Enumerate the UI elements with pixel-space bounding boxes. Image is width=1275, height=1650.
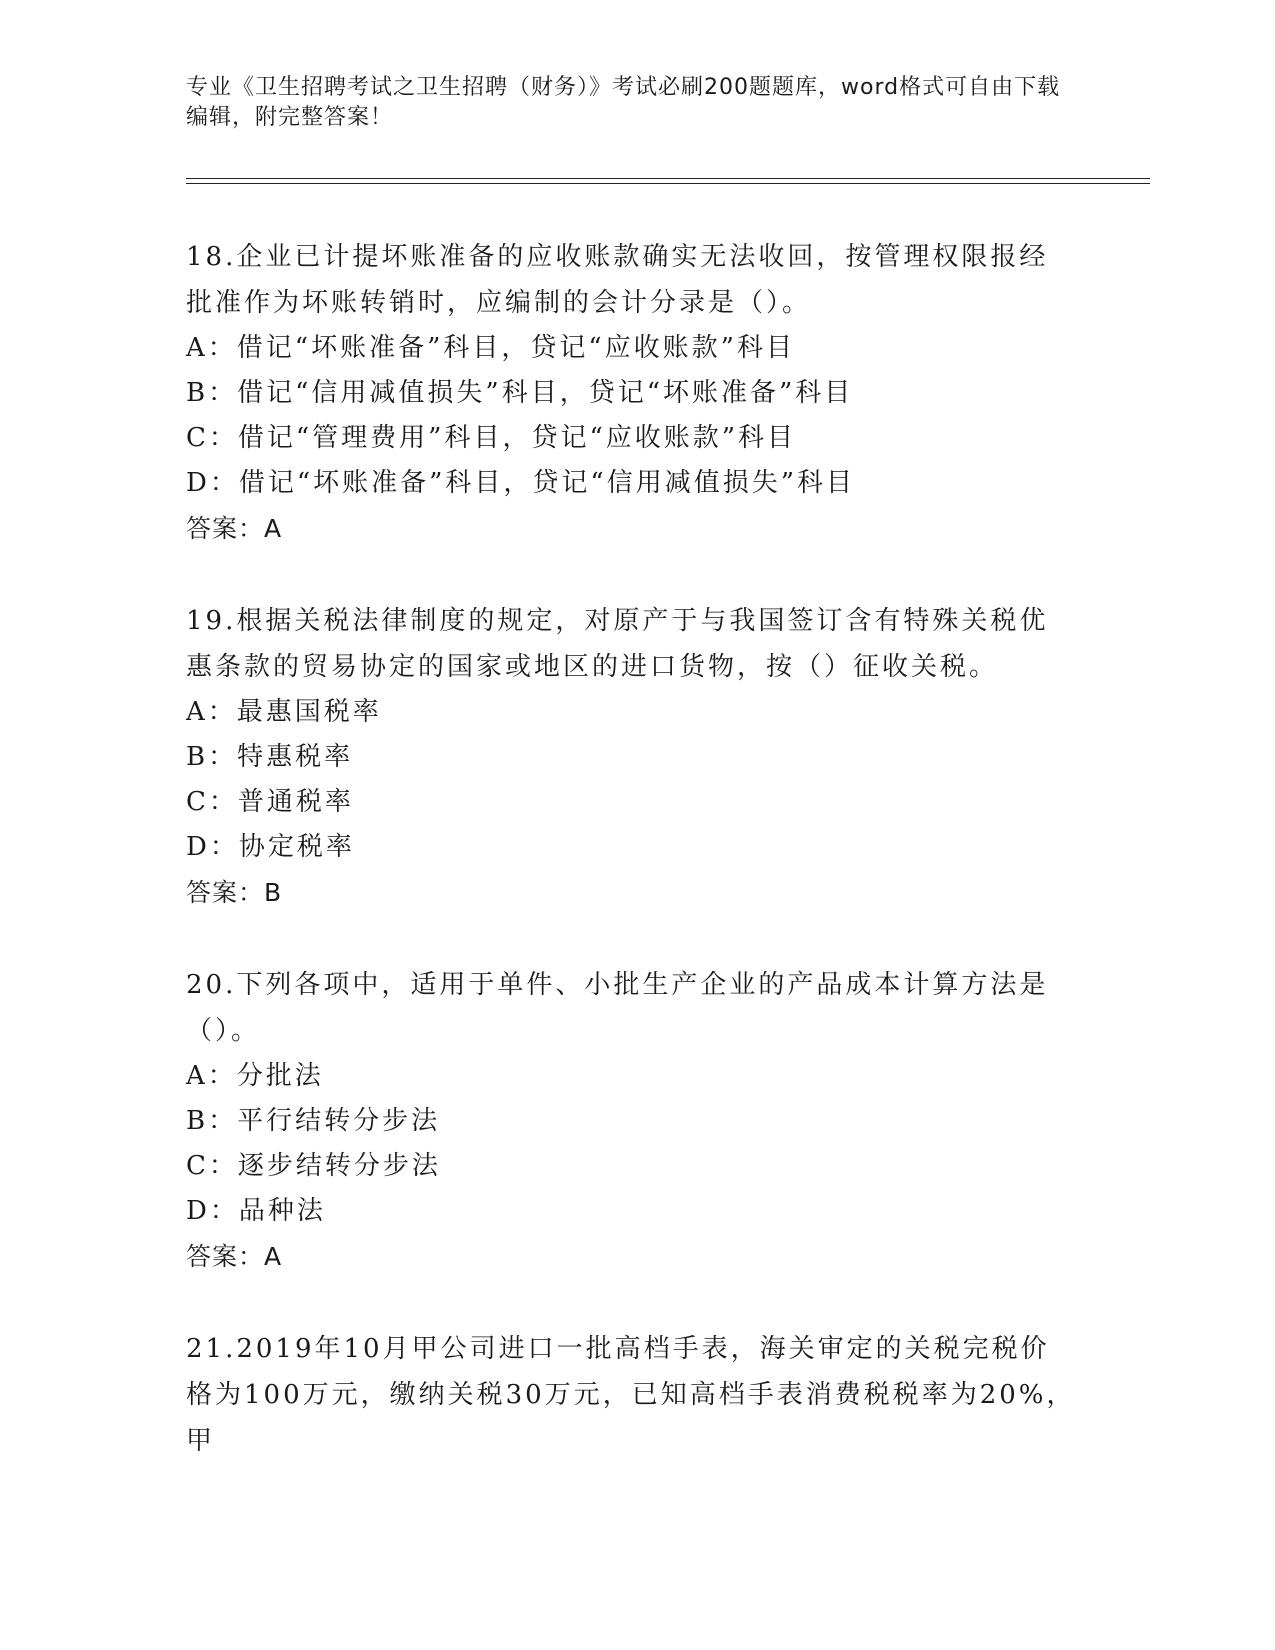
answer: 答案：B [186, 878, 283, 907]
question-stem: 18.企业已计提坏账准备的应收账款确实无法收回，按管理权限报经批准作为坏账转销时，应编制的会计分录是（）。 [186, 242, 1049, 318]
question-stem: 19.根据关税法律制度的规定，对原产于与我国签订含有特殊关税优惠条款的贸易协定的国家或地区的进口货物，按（）征收关税。 [186, 606, 1049, 682]
question-stem: 20.下列各项中，适用于单件、小批生产企业的产品成本计算方法是（）。 [186, 970, 1049, 1046]
option-c: C：逐步结转分步法 [186, 1151, 441, 1181]
header-divider-top [186, 178, 1150, 179]
option-b: B：借记“信用减值损失”科目，贷记“坏账准备”科目 [186, 378, 854, 408]
document-header: 专业《卫生招聘考试之卫生招聘（财务）》考试必刷200题题库，word格式可自由下载编辑，附完整答案！ [186, 75, 1061, 130]
question-19 [186, 598, 1076, 915]
question-20 [186, 962, 1076, 1279]
question-stem: 21.2019年10月甲公司进口一批高档手表，海关审定的关税完税价格为100万元，缴纳关税30万元，已知高档手表消费税税率为20%，甲 [186, 1334, 1076, 1456]
option-a: A：最惠国税率 [186, 697, 382, 727]
question-21 [186, 1326, 1076, 1464]
option-b: B：平行结转分步法 [186, 1106, 441, 1136]
option-c: C：借记“管理费用”科目，贷记“应收账款”科目 [186, 423, 797, 453]
question-18 [186, 234, 1076, 551]
option-a: A：分批法 [186, 1061, 324, 1091]
option-b: B：特惠税率 [186, 742, 354, 772]
option-d: D：协定税率 [186, 832, 355, 862]
option-c: C：普通税率 [186, 787, 354, 817]
option-d: D：借记“坏账准备”科目，贷记“信用减值损失”科目 [186, 468, 856, 498]
option-d: D：品种法 [186, 1196, 326, 1226]
header-divider-bottom [186, 183, 1150, 184]
answer: 答案：A [186, 514, 283, 543]
answer: 答案：A [186, 1242, 283, 1271]
option-a: A：借记“坏账准备”科目，贷记“应收账款”科目 [186, 333, 795, 363]
